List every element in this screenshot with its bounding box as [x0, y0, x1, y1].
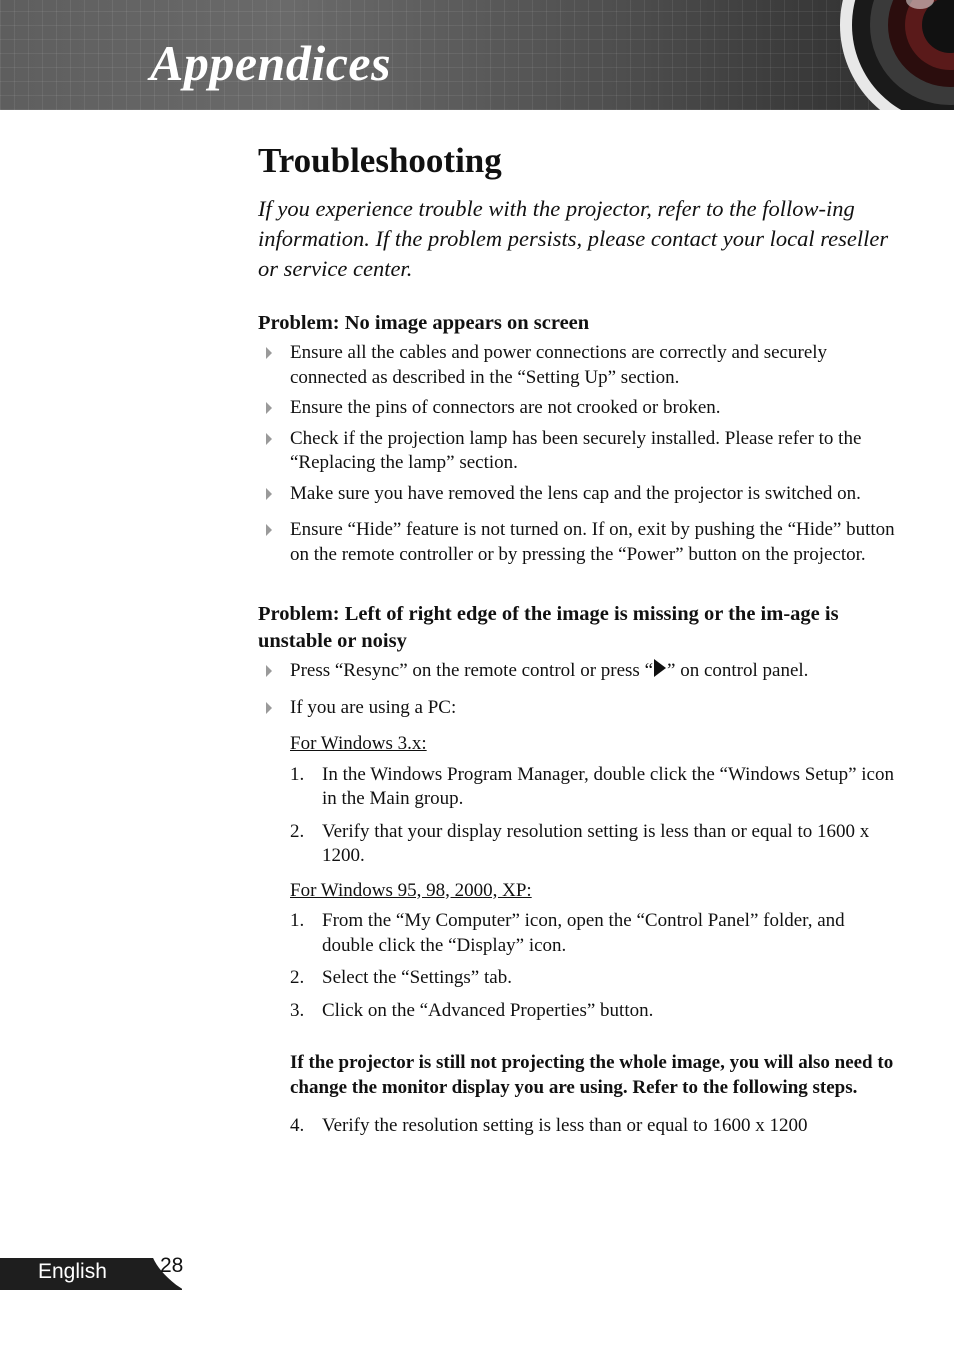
- list-item: 2. Select the “Settings” tab.: [290, 967, 512, 988]
- list-item: If you are using a PC:: [258, 696, 898, 721]
- windows-3x-steps: [290, 763, 898, 869]
- problem-1-title: Problem: No image appears on screen: [258, 312, 590, 334]
- problem-2-list: [258, 659, 898, 720]
- chapter-title: Appendices: [150, 35, 392, 91]
- list-item: Check if the projection lamp has been securely installed. Please refer to the “Replacing the lamp” section.: [258, 427, 898, 476]
- list-item: 4. Verify the resolution setting is less than or equal to 1600 x 1200: [290, 1115, 808, 1136]
- problem-2: [258, 601, 898, 1139]
- main-content: [258, 140, 898, 1147]
- problem-2-title: Problem: Left of right edge of the image is missing or the im-age is unstable or noisy: [258, 603, 839, 652]
- windows-95-steps: [290, 909, 898, 1023]
- list-item: 1. In the Windows Program Manager, double click the “Windows Setup” icon in the Main group.: [290, 763, 894, 809]
- bullet-arrow-icon: [266, 433, 272, 445]
- list-item: Ensure all the cables and power connections are correctly and securely connected as described in the “Setting Up” section.: [258, 341, 898, 390]
- bullet-arrow-icon: [266, 402, 272, 414]
- list-item: Make sure you have removed the lens cap and the projector is switched on.: [258, 482, 898, 507]
- problem-1-list: [258, 341, 898, 567]
- projector-lens-graphic: [800, 0, 954, 110]
- windows-3x-block: [290, 732, 898, 869]
- problem-1: [258, 310, 898, 567]
- list-item: 2. Verify that your display resolution setting is less than or equal to 1600 x 1200.: [290, 820, 870, 866]
- list-item: Press “Resync” on the remote control or press “ ” on control panel.: [258, 659, 898, 684]
- bullet-arrow-icon: [266, 665, 272, 677]
- list-item: 3. Click on the “Advanced Properties” button.: [290, 999, 654, 1021]
- play-arrow-icon: [654, 659, 666, 677]
- monitor-note: If the projector is still not projecting the whole image, you will also need to change the monitor display you are using. Refer to the following steps.: [290, 1052, 894, 1098]
- monitor-steps: [290, 1114, 898, 1139]
- windows-95-block: [290, 879, 898, 1024]
- windows-95-heading: For Windows 95, 98, 2000, XP:: [290, 879, 532, 901]
- footer-language: English: [38, 1260, 107, 1283]
- header-banner: [0, 0, 954, 110]
- intro-paragraph: If you experience trouble with the projector, refer to the follow-ing information. If the problem persists, please contact your local reseller or service center.: [258, 196, 889, 281]
- bullet-arrow-icon: [266, 347, 272, 359]
- monitor-note-block: [290, 1051, 898, 1139]
- list-item: 1. From the “My Computer” icon, open the “Control Panel” folder, and double click the “Display” icon.: [290, 910, 845, 956]
- list-item: Ensure “Hide” feature is not turned on. If on, exit by pushing the “Hide” button on the remote controller or by pressing the “Power” button on the projector.: [258, 518, 898, 567]
- bullet-arrow-icon: [266, 702, 272, 714]
- bullet-arrow-icon: [266, 488, 272, 500]
- windows-3x-heading: For Windows 3.x:: [290, 733, 427, 754]
- section-title: Troubleshooting: [258, 141, 502, 180]
- bullet-arrow-icon: [266, 524, 272, 536]
- list-item: Ensure the pins of connectors are not crooked or broken.: [258, 396, 898, 421]
- page-number: 28: [160, 1254, 184, 1277]
